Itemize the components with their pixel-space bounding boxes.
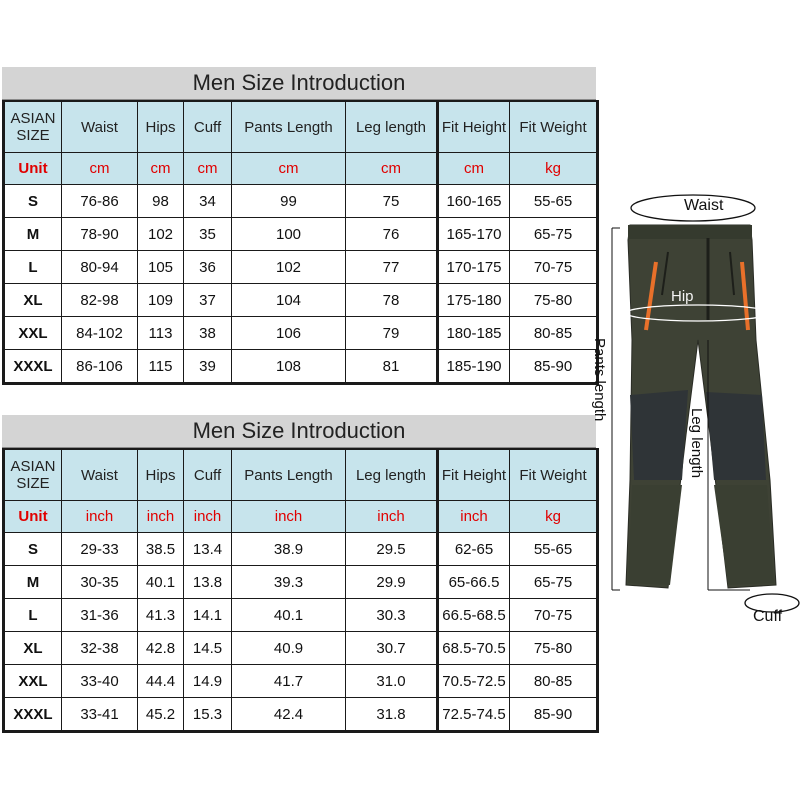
unit-cell: inch bbox=[184, 501, 232, 533]
value-cell: 72.5-74.5 bbox=[438, 698, 510, 732]
value-cell: 102 bbox=[138, 218, 184, 251]
size-cell: XXL bbox=[4, 665, 62, 698]
unit-row bbox=[4, 501, 598, 533]
value-cell: 79 bbox=[346, 317, 438, 350]
header-cell: Cuff bbox=[184, 101, 232, 153]
unit-cell: cm bbox=[62, 153, 138, 185]
value-cell: 65-75 bbox=[510, 218, 598, 251]
size-cell: L bbox=[4, 599, 62, 632]
value-cell: 160-165 bbox=[438, 185, 510, 218]
value-cell: 14.5 bbox=[184, 632, 232, 665]
table-row bbox=[4, 533, 598, 566]
value-cell: 38.5 bbox=[138, 533, 184, 566]
value-cell: 76-86 bbox=[62, 185, 138, 218]
value-cell: 106 bbox=[232, 317, 346, 350]
value-cell: 109 bbox=[138, 284, 184, 317]
header-cell: Cuff bbox=[184, 449, 232, 501]
size-cell: M bbox=[4, 566, 62, 599]
table-row bbox=[4, 218, 598, 251]
pants-shape bbox=[626, 225, 776, 588]
unit-label: Unit bbox=[4, 501, 62, 533]
value-cell: 78-90 bbox=[62, 218, 138, 251]
unit-cell: cm bbox=[184, 153, 232, 185]
size-cell: S bbox=[4, 533, 62, 566]
unit-cell: inch bbox=[438, 501, 510, 533]
value-cell: 31-36 bbox=[62, 599, 138, 632]
value-cell: 30.3 bbox=[346, 599, 438, 632]
table-row bbox=[4, 632, 598, 665]
value-cell: 82-98 bbox=[62, 284, 138, 317]
value-cell: 40.1 bbox=[138, 566, 184, 599]
value-cell: 75-80 bbox=[510, 632, 598, 665]
value-cell: 98 bbox=[138, 185, 184, 218]
unit-label: Unit bbox=[4, 153, 62, 185]
value-cell: 45.2 bbox=[138, 698, 184, 732]
value-cell: 30-35 bbox=[62, 566, 138, 599]
value-cell: 85-90 bbox=[510, 350, 598, 384]
value-cell: 100 bbox=[232, 218, 346, 251]
value-cell: 31.0 bbox=[346, 665, 438, 698]
value-cell: 113 bbox=[138, 317, 184, 350]
cuff-label: Cuff bbox=[753, 608, 783, 625]
value-cell: 81 bbox=[346, 350, 438, 384]
table-row bbox=[4, 599, 598, 632]
value-cell: 13.8 bbox=[184, 566, 232, 599]
value-cell: 180-185 bbox=[438, 317, 510, 350]
size-cell: XXXL bbox=[4, 350, 62, 384]
unit-cell: kg bbox=[510, 501, 598, 533]
size-cell: XXL bbox=[4, 317, 62, 350]
table-row bbox=[4, 284, 598, 317]
table-title: Men Size Introduction bbox=[2, 67, 596, 100]
unit-cell: cm bbox=[346, 153, 438, 185]
header-cell: Fit Weight bbox=[510, 101, 598, 153]
value-cell: 55-65 bbox=[510, 533, 598, 566]
size-cell: S bbox=[4, 185, 62, 218]
value-cell: 75 bbox=[346, 185, 438, 218]
unit-cell: inch bbox=[232, 501, 346, 533]
value-cell: 105 bbox=[138, 251, 184, 284]
header-cell: Waist bbox=[62, 449, 138, 501]
leg-length-label: Leg length bbox=[688, 408, 705, 479]
size-cell: XXXL bbox=[4, 698, 62, 732]
value-cell: 29-33 bbox=[62, 533, 138, 566]
value-cell: 108 bbox=[232, 350, 346, 384]
value-cell: 31.8 bbox=[346, 698, 438, 732]
unit-cell: cm bbox=[138, 153, 184, 185]
size-cell: L bbox=[4, 251, 62, 284]
size-cell: M bbox=[4, 218, 62, 251]
value-cell: 29.9 bbox=[346, 566, 438, 599]
value-cell: 76 bbox=[346, 218, 438, 251]
value-cell: 42.8 bbox=[138, 632, 184, 665]
value-cell: 42.4 bbox=[232, 698, 346, 732]
header-cell: ASIAN SIZE bbox=[4, 449, 62, 501]
header-row bbox=[4, 449, 598, 501]
value-cell: 115 bbox=[138, 350, 184, 384]
value-cell: 84-102 bbox=[62, 317, 138, 350]
value-cell: 33-40 bbox=[62, 665, 138, 698]
value-cell: 70-75 bbox=[510, 599, 598, 632]
value-cell: 39 bbox=[184, 350, 232, 384]
value-cell: 62-65 bbox=[438, 533, 510, 566]
unit-cell: inch bbox=[346, 501, 438, 533]
table-row bbox=[4, 665, 598, 698]
header-cell: Waist bbox=[62, 101, 138, 153]
size-cell: XL bbox=[4, 284, 62, 317]
value-cell: 14.1 bbox=[184, 599, 232, 632]
value-cell: 78 bbox=[346, 284, 438, 317]
value-cell: 55-65 bbox=[510, 185, 598, 218]
value-cell: 85-90 bbox=[510, 698, 598, 732]
header-cell: Pants Length bbox=[232, 449, 346, 501]
waist-label: Waist bbox=[684, 197, 724, 214]
value-cell: 185-190 bbox=[438, 350, 510, 384]
value-cell: 99 bbox=[232, 185, 346, 218]
unit-cell: inch bbox=[138, 501, 184, 533]
header-cell: Leg length bbox=[346, 101, 438, 153]
size-grid bbox=[2, 448, 599, 733]
value-cell: 65-75 bbox=[510, 566, 598, 599]
value-cell: 175-180 bbox=[438, 284, 510, 317]
value-cell: 75-80 bbox=[510, 284, 598, 317]
size-cell: XL bbox=[4, 632, 62, 665]
unit-cell: cm bbox=[438, 153, 510, 185]
header-cell: ASIAN SIZE bbox=[4, 101, 62, 153]
value-cell: 38.9 bbox=[232, 533, 346, 566]
table-row bbox=[4, 698, 598, 732]
header-cell: Pants Length bbox=[232, 101, 346, 153]
value-cell: 86-106 bbox=[62, 350, 138, 384]
value-cell: 38 bbox=[184, 317, 232, 350]
value-cell: 35 bbox=[184, 218, 232, 251]
header-cell: Fit Weight bbox=[510, 449, 598, 501]
value-cell: 80-85 bbox=[510, 665, 598, 698]
unit-cell: cm bbox=[232, 153, 346, 185]
value-cell: 68.5-70.5 bbox=[438, 632, 510, 665]
size-table-inch bbox=[2, 415, 596, 733]
value-cell: 34 bbox=[184, 185, 232, 218]
value-cell: 39.3 bbox=[232, 566, 346, 599]
value-cell: 44.4 bbox=[138, 665, 184, 698]
value-cell: 102 bbox=[232, 251, 346, 284]
value-cell: 13.4 bbox=[184, 533, 232, 566]
size-table-cm bbox=[2, 67, 596, 385]
value-cell: 37 bbox=[184, 284, 232, 317]
value-cell: 41.3 bbox=[138, 599, 184, 632]
value-cell: 80-85 bbox=[510, 317, 598, 350]
pants-length-label: Pants length bbox=[591, 338, 608, 422]
unit-cell: kg bbox=[510, 153, 598, 185]
value-cell: 36 bbox=[184, 251, 232, 284]
value-cell: 14.9 bbox=[184, 665, 232, 698]
header-cell: Hips bbox=[138, 449, 184, 501]
value-cell: 80-94 bbox=[62, 251, 138, 284]
size-grid bbox=[2, 100, 599, 385]
value-cell: 29.5 bbox=[346, 533, 438, 566]
value-cell: 77 bbox=[346, 251, 438, 284]
table-row bbox=[4, 185, 598, 218]
unit-cell: inch bbox=[62, 501, 138, 533]
value-cell: 70-75 bbox=[510, 251, 598, 284]
value-cell: 170-175 bbox=[438, 251, 510, 284]
header-cell: Fit Height bbox=[438, 101, 510, 153]
value-cell: 165-170 bbox=[438, 218, 510, 251]
value-cell: 41.7 bbox=[232, 665, 346, 698]
table-row bbox=[4, 251, 598, 284]
table-row bbox=[4, 566, 598, 599]
header-row bbox=[4, 101, 598, 153]
table-row bbox=[4, 317, 598, 350]
header-cell: Leg length bbox=[346, 449, 438, 501]
pants-measurement-diagram bbox=[590, 180, 800, 640]
value-cell: 40.1 bbox=[232, 599, 346, 632]
value-cell: 30.7 bbox=[346, 632, 438, 665]
value-cell: 40.9 bbox=[232, 632, 346, 665]
table-title: Men Size Introduction bbox=[2, 415, 596, 448]
value-cell: 33-41 bbox=[62, 698, 138, 732]
hip-label: Hip bbox=[671, 288, 694, 305]
table-row bbox=[4, 350, 598, 384]
value-cell: 66.5-68.5 bbox=[438, 599, 510, 632]
header-cell: Hips bbox=[138, 101, 184, 153]
header-cell: Fit Height bbox=[438, 449, 510, 501]
value-cell: 15.3 bbox=[184, 698, 232, 732]
value-cell: 32-38 bbox=[62, 632, 138, 665]
value-cell: 65-66.5 bbox=[438, 566, 510, 599]
value-cell: 104 bbox=[232, 284, 346, 317]
unit-row bbox=[4, 153, 598, 185]
value-cell: 70.5-72.5 bbox=[438, 665, 510, 698]
